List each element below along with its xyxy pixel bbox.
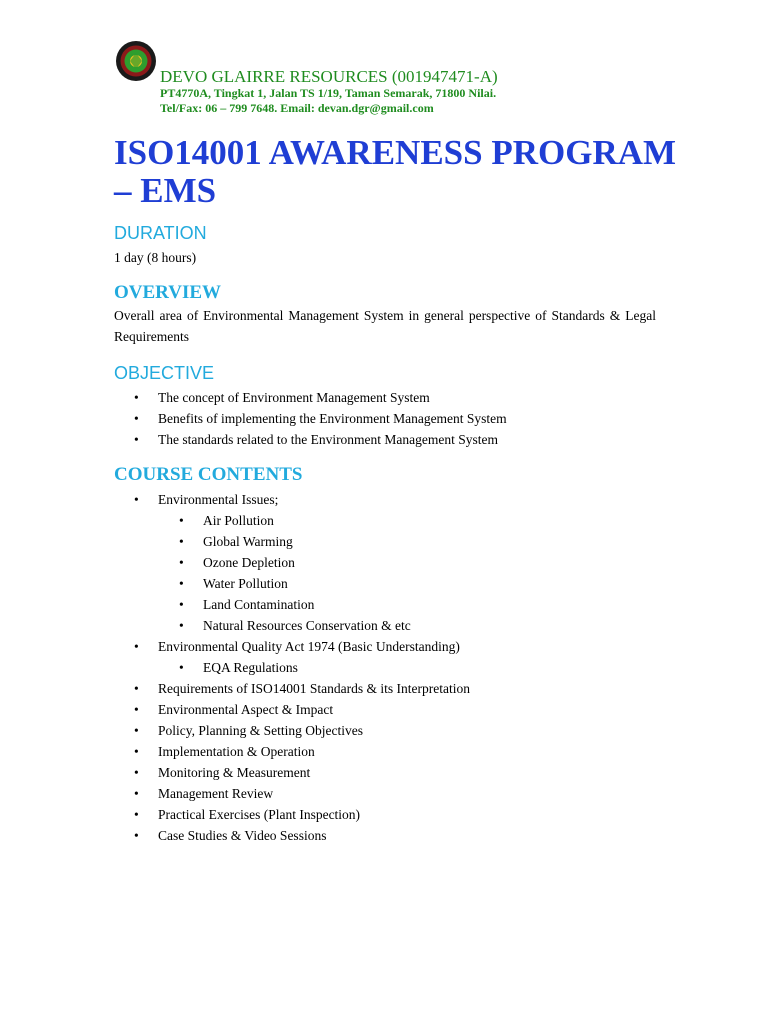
overview-text: Overall area of Environmental Management System in general perspective of Standards & Legal Requirements xyxy=(114,308,656,344)
overview-heading: OVERVIEW xyxy=(114,282,222,303)
sub-list-item: • Air Pollution xyxy=(114,510,674,531)
list-item: • Management Review xyxy=(114,783,674,804)
sub-list-item: • Land Contamination xyxy=(114,594,674,615)
sub-list-item: • Ozone Depletion xyxy=(114,552,674,573)
list-item: • Benefits of implementing the Environment Management System xyxy=(114,408,674,429)
course-contents-list xyxy=(114,489,674,846)
sub-list-item: • Natural Resources Conservation & etc xyxy=(114,615,674,636)
list-item: • Practical Exercises (Plant Inspection) xyxy=(114,804,674,825)
duration-heading: DURATION xyxy=(114,223,207,243)
list-item: • Policy, Planning & Setting Objectives xyxy=(114,720,674,741)
sub-list-item: • EQA Regulations xyxy=(114,657,674,678)
list-item: • Case Studies & Video Sessions xyxy=(114,825,674,846)
document-title: ISO14001 AWARENESS PROGRAM – EMS xyxy=(114,133,677,210)
company-name: DEVO GLAIRRE RESOURCES (001947471-A) xyxy=(160,67,498,86)
duration-text: 1 day (8 hours) xyxy=(114,250,197,265)
list-item: • Environmental Issues; xyxy=(114,489,674,510)
course-contents-heading: COURSE CONTENTS xyxy=(114,464,303,485)
list-item: • Monitoring & Measurement xyxy=(114,762,674,783)
objective-heading: OBJECTIVE xyxy=(114,363,215,383)
company-logo-icon xyxy=(115,40,157,82)
list-item: • The concept of Environment Management System xyxy=(114,387,674,408)
sub-list-item: • Water Pollution xyxy=(114,573,674,594)
list-item: • The standards related to the Environment Management System xyxy=(114,429,674,450)
company-address: PT4770A, Tingkat 1, Jalan TS 1/19, Taman Semarak, 71800 Nilai. xyxy=(160,86,497,100)
objective-list xyxy=(114,387,674,450)
list-item: • Environmental Quality Act 1974 (Basic Understanding) xyxy=(114,636,674,657)
list-item: • Requirements of ISO14001 Standards & its Interpretation xyxy=(114,678,674,699)
company-contact: Tel/Fax: 06 – 799 7648. Email: devan.dgr@gmail.com xyxy=(160,101,434,115)
sub-list-item: • Global Warming xyxy=(114,531,674,552)
list-item: • Implementation & Operation xyxy=(114,741,674,762)
list-item: • Environmental Aspect & Impact xyxy=(114,699,674,720)
